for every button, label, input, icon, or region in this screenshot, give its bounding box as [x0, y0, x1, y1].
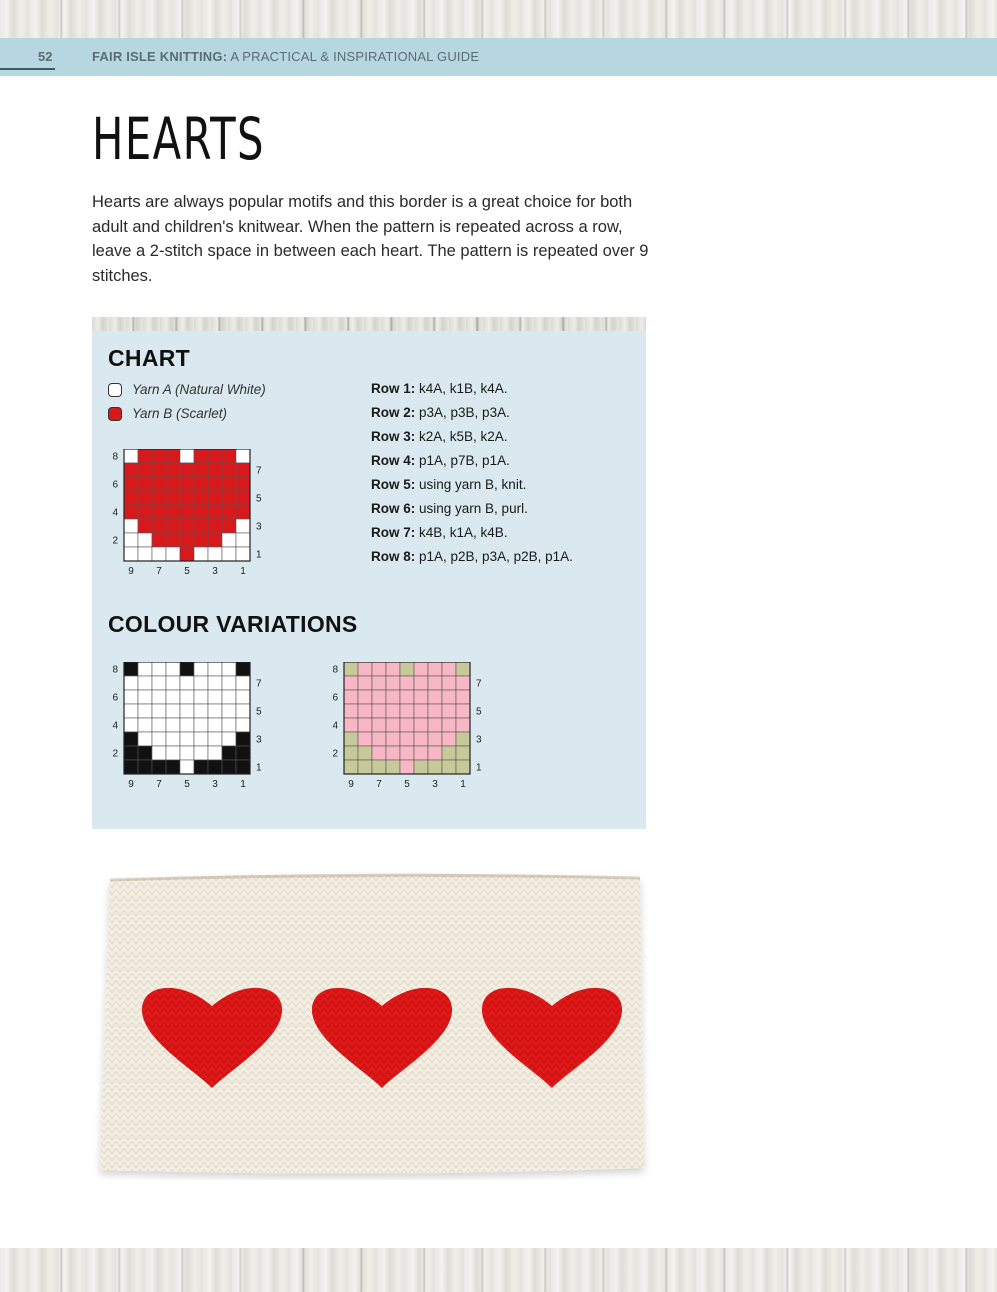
chart-cell: [372, 676, 386, 690]
legend-yarn-b: [108, 405, 227, 423]
chart-cell: [372, 662, 386, 676]
book-subtitle: A PRACTICAL & INSPIRATIONAL GUIDE: [227, 49, 480, 64]
chart-cell: [152, 676, 166, 690]
chart-cell: [208, 547, 222, 561]
row-instruction: Row 1: k4A, k1B, k4A.: [371, 381, 508, 396]
chart-cell: [180, 505, 194, 519]
chart-cell: [414, 690, 428, 704]
chart-cell: [208, 690, 222, 704]
chart-cell: [386, 662, 400, 676]
chart-cell: [124, 760, 138, 774]
chart-cell: [194, 760, 208, 774]
chart-cell: [124, 547, 138, 561]
chart-cell: [138, 704, 152, 718]
chart-cell: [456, 690, 470, 704]
chart-cell: [124, 505, 138, 519]
column-number-label: 1: [460, 779, 466, 790]
chart-cell: [180, 746, 194, 760]
chart-cell: [138, 533, 152, 547]
column-number-label: 5: [184, 566, 190, 577]
chart-cell: [194, 704, 208, 718]
chart-cell: [386, 760, 400, 774]
row-number-label: 4: [112, 720, 118, 732]
yarn-b-swatch-icon: [108, 407, 122, 421]
chart-cell: [358, 690, 372, 704]
chart-cell: [166, 505, 180, 519]
row-number-label: 7: [256, 465, 262, 477]
chart-cell: [400, 746, 414, 760]
chart-cell: [138, 547, 152, 561]
chart-cell: [152, 477, 166, 491]
chart-cell: [442, 690, 456, 704]
chart-cell: [194, 746, 208, 760]
chart-cell: [166, 662, 180, 676]
chart-cell: [400, 760, 414, 774]
chart-cell: [222, 746, 236, 760]
chart-cell: [208, 505, 222, 519]
chart-cell: [236, 547, 250, 561]
chart-cell: [152, 533, 166, 547]
row-number-label: 5: [256, 706, 262, 718]
row-number-label: 3: [476, 734, 482, 746]
chart-cell: [166, 760, 180, 774]
legend-yarn-a: [108, 381, 266, 399]
chart-cell: [372, 732, 386, 746]
column-number-label: 3: [212, 566, 218, 577]
row-number-label: 4: [112, 507, 118, 519]
chart-cell: [414, 746, 428, 760]
chart-cell: [236, 662, 250, 676]
row-instruction: Row 2: p3A, p3B, p3A.: [371, 405, 510, 420]
chart-cell: [386, 746, 400, 760]
chart-cell: [194, 690, 208, 704]
chart-cell: [442, 662, 456, 676]
chart-cell: [180, 760, 194, 774]
chart-cell: [344, 746, 358, 760]
chart-cell: [208, 449, 222, 463]
chart-cell: [166, 746, 180, 760]
chart-cell: [166, 449, 180, 463]
chart-cell: [180, 449, 194, 463]
legend-yarn-a-label: Yarn A (Natural White): [132, 382, 266, 397]
column-number-label: 9: [348, 779, 354, 790]
chart-cell: [180, 477, 194, 491]
column-number-label: 1: [240, 779, 246, 790]
chart-cell: [194, 519, 208, 533]
chart-cell: [152, 662, 166, 676]
chart-cell: [456, 760, 470, 774]
intro-paragraph: Hearts are always popular motifs and this border is a great choice for both adult and children's knitwear. When the pattern is repeated across a row, leave a 2-stitch space in between each heart. The pattern is repeated over 9 stitches.: [92, 193, 649, 285]
chart-cell: [138, 760, 152, 774]
chart-cell: [236, 477, 250, 491]
column-number-label: 7: [156, 566, 162, 577]
column-number-label: 7: [376, 779, 382, 790]
row-instruction: Row 5: using yarn B, knit.: [371, 477, 527, 492]
chart-grid-svg: [324, 662, 490, 798]
heart-chart-grid: [104, 449, 270, 585]
chart-cell: [208, 704, 222, 718]
row-number-label: 3: [256, 521, 262, 533]
chart-cell: [208, 760, 222, 774]
chart-cell: [456, 746, 470, 760]
chart-cell: [358, 662, 372, 676]
chart-cell: [456, 732, 470, 746]
chart-cell: [236, 449, 250, 463]
chart-cell: [222, 533, 236, 547]
chart-cell: [372, 718, 386, 732]
chart-cell: [222, 732, 236, 746]
chart-cell: [428, 676, 442, 690]
chart-cell: [414, 718, 428, 732]
chart-cell: [344, 662, 358, 676]
knitted-swatch-photo: [92, 868, 652, 1180]
chart-cell: [152, 463, 166, 477]
colour-variation-grid-pink-green: [324, 662, 490, 798]
chart-cell: [138, 519, 152, 533]
chart-cell: [208, 676, 222, 690]
chart-cell: [208, 718, 222, 732]
row-number-label: 7: [476, 678, 482, 690]
chart-panel-wood-strip: [92, 317, 646, 331]
chart-cell: [442, 704, 456, 718]
chart-cell: [442, 718, 456, 732]
chart-cell: [236, 676, 250, 690]
chart-cell: [166, 533, 180, 547]
chart-cell: [194, 449, 208, 463]
chart-cell: [344, 676, 358, 690]
chart-cell: [442, 732, 456, 746]
chart-cell: [222, 491, 236, 505]
chart-cell: [194, 662, 208, 676]
chart-cell: [166, 519, 180, 533]
wood-background-top: [0, 0, 997, 38]
chart-cell: [222, 505, 236, 519]
chart-cell: [222, 718, 236, 732]
chart-cell: [180, 690, 194, 704]
chart-cell: [358, 676, 372, 690]
chart-cell: [344, 760, 358, 774]
column-number-label: 5: [404, 779, 410, 790]
row-number-label: 6: [332, 692, 338, 704]
chart-cell: [236, 690, 250, 704]
chart-cell: [194, 491, 208, 505]
chart-cell: [138, 491, 152, 505]
chart-cell: [138, 449, 152, 463]
chart-cell: [372, 760, 386, 774]
chart-cell: [222, 463, 236, 477]
chart-cell: [236, 491, 250, 505]
chart-cell: [180, 704, 194, 718]
knitted-swatch-illustration: [92, 868, 652, 1180]
chart-cell: [400, 732, 414, 746]
chart-cell: [236, 519, 250, 533]
chart-cell: [344, 690, 358, 704]
chart-cell: [386, 732, 400, 746]
chart-cell: [152, 519, 166, 533]
chart-cell: [222, 547, 236, 561]
chart-cell: [236, 533, 250, 547]
page-title: HEARTS: [92, 105, 265, 173]
chart-cell: [400, 704, 414, 718]
chart-cell: [138, 505, 152, 519]
yarn-a-swatch-icon: [108, 383, 122, 397]
row-number-label: 2: [332, 748, 338, 760]
chart-cell: [152, 547, 166, 561]
row-instructions: [371, 380, 573, 572]
chart-cell: [124, 463, 138, 477]
row-number-label: 4: [332, 720, 338, 732]
chart-cell: [124, 533, 138, 547]
chart-cell: [124, 676, 138, 690]
chart-cell: [124, 732, 138, 746]
wood-background-bottom: [0, 1248, 997, 1292]
chart-cell: [400, 718, 414, 732]
chart-cell: [358, 704, 372, 718]
chart-cell: [358, 746, 372, 760]
row-number-label: 5: [476, 706, 482, 718]
row-number-label: 8: [332, 664, 338, 676]
chart-cell: [180, 519, 194, 533]
chart-cell: [222, 760, 236, 774]
chart-cell: [236, 704, 250, 718]
chart-cell: [194, 477, 208, 491]
chart-cell: [124, 662, 138, 676]
chart-cell: [208, 746, 222, 760]
row-number-label: 5: [256, 493, 262, 505]
chart-cell: [428, 662, 442, 676]
chart-cell: [152, 732, 166, 746]
row-instruction: Row 4: p1A, p7B, p1A.: [371, 453, 510, 468]
chart-cell: [152, 760, 166, 774]
chart-cell: [180, 662, 194, 676]
chart-cell: [138, 676, 152, 690]
chart-cell: [138, 477, 152, 491]
chart-cell: [456, 662, 470, 676]
chart-cell: [124, 491, 138, 505]
chart-cell: [152, 449, 166, 463]
chart-cell: [386, 704, 400, 718]
chart-cell: [124, 519, 138, 533]
row-number-label: 8: [112, 451, 118, 463]
chart-cell: [428, 760, 442, 774]
chart-cell: [138, 718, 152, 732]
chart-cell: [124, 746, 138, 760]
chart-cell: [236, 732, 250, 746]
chart-cell: [456, 704, 470, 718]
chart-cell: [152, 491, 166, 505]
chart-cell: [222, 449, 236, 463]
chart-cell: [236, 463, 250, 477]
row-number-label: 6: [112, 479, 118, 491]
row-instruction: Row 8: p1A, p2B, p3A, p2B, p1A.: [371, 549, 573, 564]
page-number: 52: [38, 49, 53, 64]
chart-cell: [222, 690, 236, 704]
chart-cell: [236, 760, 250, 774]
column-number-label: 3: [432, 779, 438, 790]
row-number-label: 1: [476, 762, 482, 774]
chart-cell: [442, 746, 456, 760]
chart-cell: [236, 746, 250, 760]
chart-cell: [344, 704, 358, 718]
chart-cell: [124, 477, 138, 491]
chart-cell: [180, 491, 194, 505]
chart-cell: [428, 718, 442, 732]
chart-cell: [208, 463, 222, 477]
chart-cell: [358, 718, 372, 732]
chart-cell: [372, 746, 386, 760]
row-instruction: Row 6: using yarn B, purl.: [371, 501, 528, 516]
chart-cell: [344, 732, 358, 746]
chart-cell: [428, 746, 442, 760]
column-number-label: 9: [128, 779, 134, 790]
chart-cell: [166, 676, 180, 690]
chart-cell: [400, 662, 414, 676]
chart-cell: [166, 491, 180, 505]
chart-cell: [372, 704, 386, 718]
chart-cell: [152, 718, 166, 732]
chart-cell: [194, 718, 208, 732]
chart-cell: [152, 746, 166, 760]
chart-cell: [456, 676, 470, 690]
row-instruction: Row 3: k2A, k5B, k2A.: [371, 429, 508, 444]
chart-cell: [194, 505, 208, 519]
chart-cell: [124, 690, 138, 704]
chart-cell: [194, 547, 208, 561]
page-number-underline: [0, 68, 55, 70]
chart-cell: [236, 718, 250, 732]
row-number-label: 2: [112, 535, 118, 547]
chart-grid-svg: [104, 662, 270, 798]
chart-cell: [138, 746, 152, 760]
chart-cell: [180, 463, 194, 477]
chart-cell: [152, 505, 166, 519]
chart-cell: [166, 463, 180, 477]
row-number-label: 1: [256, 762, 262, 774]
row-number-label: 2: [112, 748, 118, 760]
chart-cell: [236, 505, 250, 519]
column-number-label: 3: [212, 779, 218, 790]
chart-cell: [208, 533, 222, 547]
chart-cell: [358, 760, 372, 774]
chart-cell: [166, 547, 180, 561]
chart-cell: [414, 662, 428, 676]
chart-cell: [124, 704, 138, 718]
chart-cell: [222, 477, 236, 491]
chart-cell: [166, 732, 180, 746]
column-number-label: 9: [128, 566, 134, 577]
chart-cell: [166, 718, 180, 732]
chart-cell: [386, 676, 400, 690]
chart-cell: [222, 676, 236, 690]
chart-cell: [152, 704, 166, 718]
chart-cell: [166, 704, 180, 718]
chart-cell: [344, 718, 358, 732]
chart-cell: [208, 519, 222, 533]
chart-cell: [194, 533, 208, 547]
chart-cell: [180, 676, 194, 690]
chart-cell: [180, 533, 194, 547]
chart-cell: [180, 732, 194, 746]
row-instruction: Row 7: k4B, k1A, k4B.: [371, 525, 508, 540]
book-title: FAIR ISLE KNITTING:: [92, 49, 228, 64]
chart-cell: [124, 449, 138, 463]
chart-cell: [400, 676, 414, 690]
chart-heading: CHART: [108, 345, 190, 371]
row-number-label: 1: [256, 549, 262, 561]
chart-cell: [442, 760, 456, 774]
chart-cell: [222, 519, 236, 533]
column-number-label: 5: [184, 779, 190, 790]
chart-cell: [208, 477, 222, 491]
row-number-label: 8: [112, 664, 118, 676]
chart-cell: [456, 718, 470, 732]
chart-cell: [428, 732, 442, 746]
chart-cell: [138, 732, 152, 746]
chart-cell: [194, 676, 208, 690]
chart-cell: [166, 690, 180, 704]
chart-cell: [372, 690, 386, 704]
chart-cell: [414, 676, 428, 690]
chart-cell: [208, 491, 222, 505]
chart-cell: [152, 690, 166, 704]
chart-cell: [428, 704, 442, 718]
chart-cell: [180, 547, 194, 561]
chart-cell: [124, 718, 138, 732]
chart-cell: [166, 477, 180, 491]
chart-cell: [138, 690, 152, 704]
row-number-label: 7: [256, 678, 262, 690]
chart-cell: [208, 662, 222, 676]
chart-cell: [400, 690, 414, 704]
chart-grid-svg: [104, 449, 270, 585]
column-number-label: 7: [156, 779, 162, 790]
chart-cell: [222, 704, 236, 718]
chart-cell: [414, 732, 428, 746]
colour-variation-grid-black-white: [104, 662, 270, 798]
chart-cell: [208, 732, 222, 746]
chart-cell: [138, 662, 152, 676]
chart-cell: [138, 463, 152, 477]
chart-cell: [414, 704, 428, 718]
chart-cell: [428, 690, 442, 704]
row-number-label: 6: [112, 692, 118, 704]
row-number-label: 3: [256, 734, 262, 746]
chart-cell: [442, 676, 456, 690]
chart-cell: [194, 463, 208, 477]
chart-cell: [386, 690, 400, 704]
chart-cell: [222, 662, 236, 676]
colour-variations-heading: COLOUR VARIATIONS: [108, 611, 358, 637]
chart-cell: [358, 732, 372, 746]
chart-cell: [386, 718, 400, 732]
chart-cell: [180, 718, 194, 732]
chart-cell: [194, 732, 208, 746]
running-head: [92, 49, 479, 64]
chart-cell: [414, 760, 428, 774]
column-number-label: 1: [240, 566, 246, 577]
legend-yarn-b-label: Yarn B (Scarlet): [132, 406, 228, 421]
